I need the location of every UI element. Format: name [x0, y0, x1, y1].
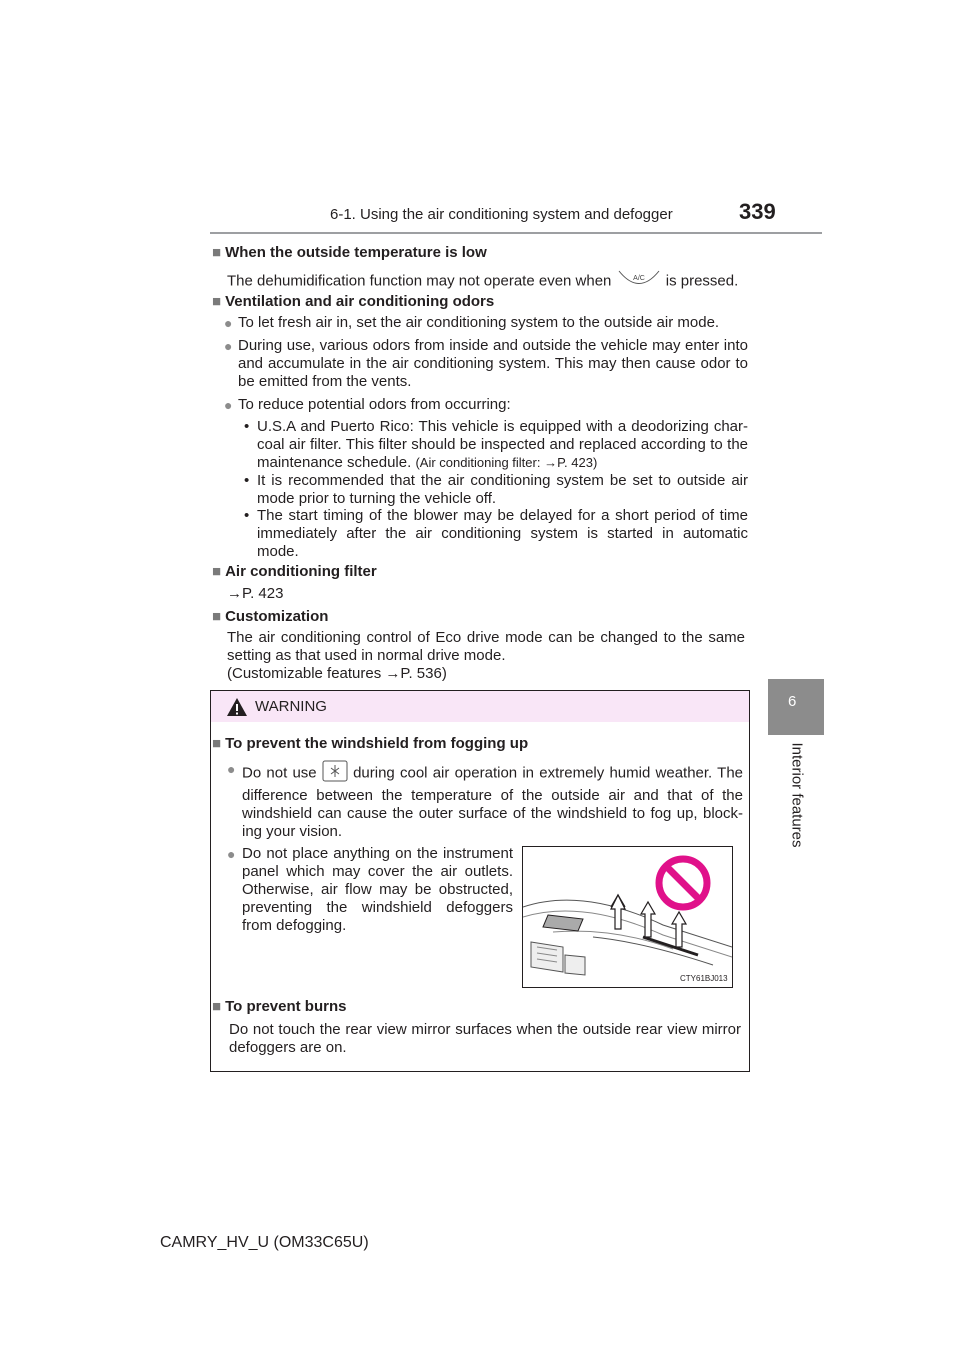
dash-bullet: • [244, 472, 250, 489]
filter-ref: →P. 423 [227, 585, 284, 602]
bullet-text: During use, various odors from inside and outside the vehicle may enter into and accumulate in the air conditioning system. This may then cause odor to be emitted from the vents. [238, 337, 748, 390]
image-code: CTY61BJ013 [680, 974, 728, 983]
list-item [224, 314, 748, 332]
list-item [224, 337, 748, 391]
heading-filter: ■ Air conditioning filter [212, 563, 377, 580]
burns-text: Do not touch the rear view mirror surfaces when the outside rear view mirror defoggers are on. [229, 1021, 741, 1056]
dehumidify-note: The dehumidification function may not operate even when A/C is pressed. [227, 268, 738, 295]
warning-triangle-icon [226, 697, 248, 722]
chapter-label-text: Interior features [788, 742, 806, 848]
heading-outside-temp: ■ When the outside temperature is low [212, 244, 487, 261]
round-bullet-icon: ● [224, 338, 233, 354]
square-bullet-icon: ■ [212, 735, 222, 752]
list-item [227, 845, 513, 935]
list-item: • U.S.A and Puerto Rico: This vehicle is equipped with a deodorizing char-coal air filter. This filter should be inspected and replaced according to the maintenance schedule. (Air conditioning filter: →P. 423) [244, 418, 748, 471]
list-item: • It is recommended that the air conditioning system be set to outside air mode prior to turning the vehicle off. [244, 472, 748, 507]
bullet-text: Do not place anything on the instrument panel which may cover the air outlets. Otherwise, air flow may be obstructed, preventing the windshield defoggers from defogging. [242, 845, 513, 934]
round-bullet-icon: ● [227, 761, 236, 777]
dash-bullet: • [244, 507, 250, 524]
heading-customization: ■ Customization [212, 608, 329, 625]
dash-bullet: • [244, 418, 250, 435]
page-number: 339 [739, 199, 776, 224]
ac-button-icon [616, 268, 662, 295]
dashboard-illustration [522, 846, 733, 988]
heading-odors: ■ Ventilation and air conditioning odors [212, 293, 495, 310]
round-bullet-icon: ● [224, 397, 233, 413]
model-code: CAMRY_HV_U (OM33C65U) [160, 1234, 369, 1251]
list-item: ● Do not use during cool air operation in extremely humid weather. The difference between the temperature of the outside air and that of the windshield can cause the outer surface of the windshield to fog up, block-ing your vision. [227, 761, 744, 840]
chapter-number: 6 [788, 693, 797, 710]
heading-fogging: ■ To prevent the windshield from fogging up [212, 735, 529, 752]
warning-label: WARNING [255, 698, 327, 715]
list-item: • The start timing of the blower may be delayed for a short period of time immediately after the air conditioning system is started in automatic mode. [244, 507, 748, 560]
chapter-label [769, 735, 825, 855]
customization-ref: (Customizable features →P. 536) [227, 665, 447, 682]
fan-button-icon [322, 760, 348, 787]
section-title: 6-1. Using the air conditioning system and defogger [330, 206, 673, 223]
bullet-text: To let fresh air in, set the air conditioning system to the outside air mode. [238, 314, 720, 331]
list-item [224, 396, 748, 414]
square-bullet-icon: ■ [212, 293, 222, 310]
heading-burns: ■ To prevent burns [212, 998, 347, 1015]
svg-text:A/C: A/C [632, 275, 645, 282]
round-bullet-icon: ● [227, 846, 236, 862]
round-bullet-icon: ● [224, 315, 233, 331]
square-bullet-icon: ■ [212, 608, 222, 625]
bullet-text: To reduce potential odors from occurring: [238, 396, 511, 413]
square-bullet-icon: ■ [212, 244, 222, 261]
square-bullet-icon: ■ [212, 563, 222, 580]
header-divider [210, 232, 822, 234]
customization-text: The air conditioning control of Eco drive mode can be changed to the same setting as that used in normal drive mode. [227, 629, 745, 664]
square-bullet-icon: ■ [212, 998, 222, 1015]
